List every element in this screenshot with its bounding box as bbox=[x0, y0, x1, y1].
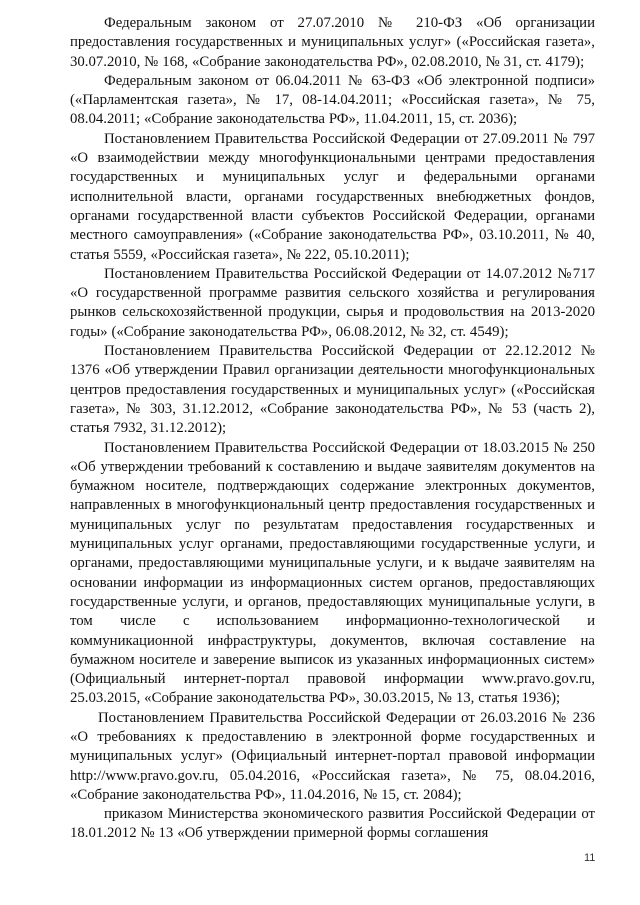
paragraph-resolution-250: Постановлением Правительства Российской Федерации от 18.03.2015 № 250 «Об утверждении требований к составлению и выдаче заявителям документов на бумажном носителе, подтверждающих содержание электронных документов, направленных в многофункциональный центр предоставления государственных и муниципальных услуг по результатам предоставления государственных и муниципальных услуг органами, предоставляющими государственные услуги, и органами, предоставляющими муниципальные услуги, и к выдаче заявителям на основании информации из информационных систем органов, предоставляющих государственные услуги, и органов, предоставляющих муниципальные услуги, в том числе с использованием информационно-технологической и коммуникационной инфраструктуры, документов, включая составление на бумажном носителе и заверение выписок из указанных информационных систем» (Официальный интернет-портал правовой информации www.pravo.gov.ru, 25.03.2015, «Собрание законодательства РФ», 30.03.2015, № 13, статья 1936); bbox=[70, 439, 595, 707]
page-number: 11 bbox=[584, 852, 596, 864]
paragraph-resolution-797: Постановлением Правительства Российской Федерации от 27.09.2011 № 797 «О взаимодействии между многофункциональными центрами предоставления государственных и муниципальных услуг и федеральными органами исполнительной власти, органами государственных внебюджетных фондов, органами государственной власти субъектов Российской Федерации, органами местного самоуправления» («Собрание законодательства РФ», 03.10.2011, № 40, статья 5559, «Российская газета», № 222, 05.10.2011); bbox=[70, 130, 595, 263]
paragraph-resolution-236: Постановлением Правительства Российской Федерации от 26.03.2016 № 236 «О требованиях к предоставлению в электронной форме государственных и муниципальных услуг» (Официальный интернет-портал правовой информации http://www.pravo.gov.ru, 05.04.2016, «Российская газета», № 75, 08.04.2016, «Собрание законодательства РФ», 11.04.2016, № 15, ст. 2084); bbox=[70, 709, 595, 803]
paragraph-law-210-fz: Федеральным законом от 27.07.2010 № 210-ФЗ «Об организации предоставления государственных и муниципальных услуг» («Российская газета», 30.07.2010, № 168, «Собрание законодательства РФ», 02.08.2010, № 31, ст. 4179); bbox=[70, 15, 595, 70]
document-body bbox=[70, 14, 595, 844]
paragraph-resolution-717: Постановлением Правительства Российской Федерации от 14.07.2012 №717 «О государственной программе развития сельского хозяйства и регулирования рынков сельскохозяйственной продукции, сырья и продовольствия на 2013-2020 годы» («Собрание законодательства РФ», 06.08.2012, № 32, ст. 4549); bbox=[70, 265, 595, 340]
paragraph-order-13: приказом Министерства экономического развития Российской Федерации от 18.01.2012 № 13 «Об утверждении примерной формы соглашения bbox=[70, 806, 595, 842]
paragraph-law-63-fz: Федеральным законом от 06.04.2011 № 63-ФЗ «Об электронной подписи» («Парламентская газета», № 17, 08-14.04.2011; «Российская газета», № 75, 08.04.2011; «Собрание законодательства РФ», 11.04.2011, 15, ст. 2036); bbox=[70, 72, 595, 128]
paragraph-resolution-1376: Постановлением Правительства Российской Федерации от 22.12.2012 № 1376 «Об утверждении Правил организации деятельности многофункциональных центров предоставления государственных и муниципальных услуг» («Российская газета», № 303, 31.12.2012, «Собрание законодательства РФ», № 53 (часть 2), статья 7932, 31.12.2012); bbox=[70, 343, 595, 437]
